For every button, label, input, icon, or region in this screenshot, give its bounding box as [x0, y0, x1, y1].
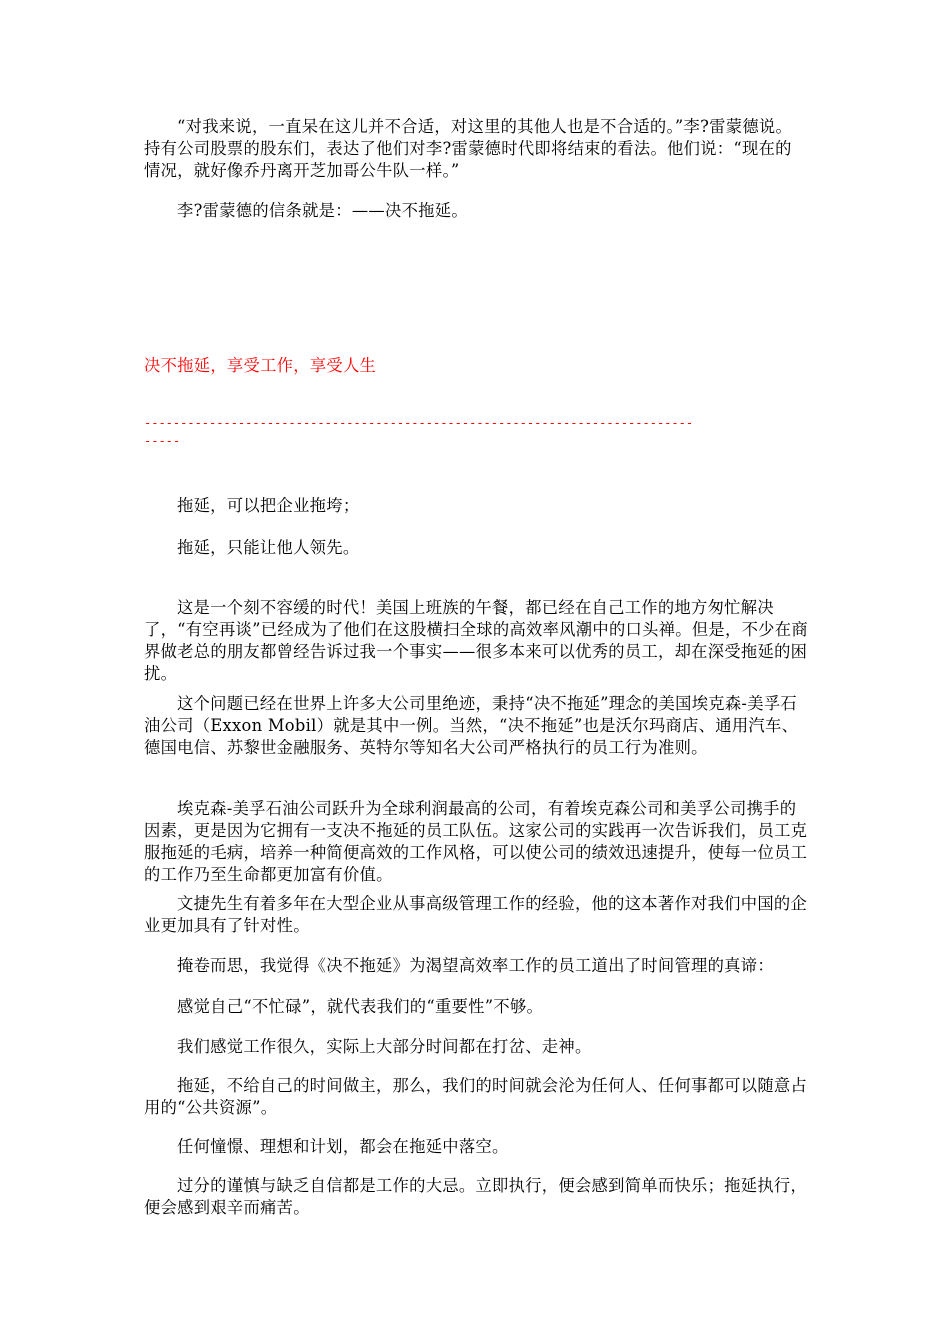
paragraph-li-raymond-creed: 李?雷蒙德的信条就是：——决不拖延。	[177, 201, 468, 220]
paragraph-exxon-mobil: 这个问题已经在世界上许多大公司里绝迹，秉持“决不拖延”理念的美国埃克森-美孚石油公司（Exxon Mobil）就是其中一例。当然，“决不拖延”也是沃尔玛商店、通用汽车、德国电信、苏黎世金融服务、英特尔等知名大公司严格执行的员工行为准则。	[144, 694, 799, 757]
paragraph-dreams-fail: 任何憧憬、理想和计划，都会在拖延中落空。	[177, 1137, 509, 1156]
paragraph-others-lead: 拖延，只能让他人领先。	[177, 538, 360, 557]
paragraph-public-resource: 拖延，不给自己的时间做主，那么，我们的时间就会沦为任何人、任何事都可以随意占用的“公共资源”。	[144, 1076, 808, 1117]
paragraph-distraction: 我们感觉工作很久，实际上大部分时间都在打岔、走神。	[177, 1037, 592, 1056]
paragraph-reflection: 掩卷而思，我觉得《决不拖延》为渴望高效率工作的员工道出了时间管理的真谛：	[177, 956, 774, 975]
paragraph-drag-company: 拖延，可以把企业拖垮；	[177, 496, 360, 515]
paragraph-li-raymond-quote: “对我来说，一直呆在这儿并不合适，对这里的其他人也是不合适的。”李?雷蒙德说。持有公司股票的股东们，表达了他们对李?雷蒙德时代即将结束的看法。他们说：“现在的情况，就好像乔丹离开芝加哥公牛队一样。”	[144, 117, 793, 180]
paragraph-act-now: 过分的谨慎与缺乏自信都是工作的大忌。立即执行，便会感到简单而快乐；拖延执行，便会感到艰辛而痛苦。	[144, 1176, 808, 1217]
paragraph-urgent-era: 这是一个刻不容缓的时代！美国上班族的午餐，都已经在自己工作的地方匆忙解决了，“有空再谈”已经成为了他们在这股横扫全球的高效率风潮中的口头禅。但是，不少在商界做老总的朋友都曾经告诉过我一个事实——很多本来可以优秀的员工，却在深受拖延的困扰。	[144, 598, 808, 683]
paragraph-not-busy: 感觉自己“不忙碌”，就代表我们的“重要性”不够。	[177, 997, 544, 1016]
separator-line-tail: -----	[144, 434, 181, 448]
paragraph-author-experience: 文捷先生有着多年在大型企业从事高级管理工作的经验，他的这本著作对我们中国的企业更加具有了针对性。	[144, 894, 808, 935]
section-title: 决不拖延，享受工作，享受人生	[144, 356, 377, 375]
paragraph-profit-leader: 埃克森-美孚石油公司跃升为全球利润最高的公司，有着埃克森公司和美孚公司携手的因素，更是因为它拥有一支决不拖延的员工队伍。这家公司的实践再一次告诉我们，员工克服拖延的毛病，培养一种简便高效的工作风格，可以使公司的绩效迅速提升，使每一位员工的工作乃至生命都更加富有价值。	[144, 799, 808, 884]
separator-line: ----------------------------------------------------------------------------	[144, 416, 694, 430]
